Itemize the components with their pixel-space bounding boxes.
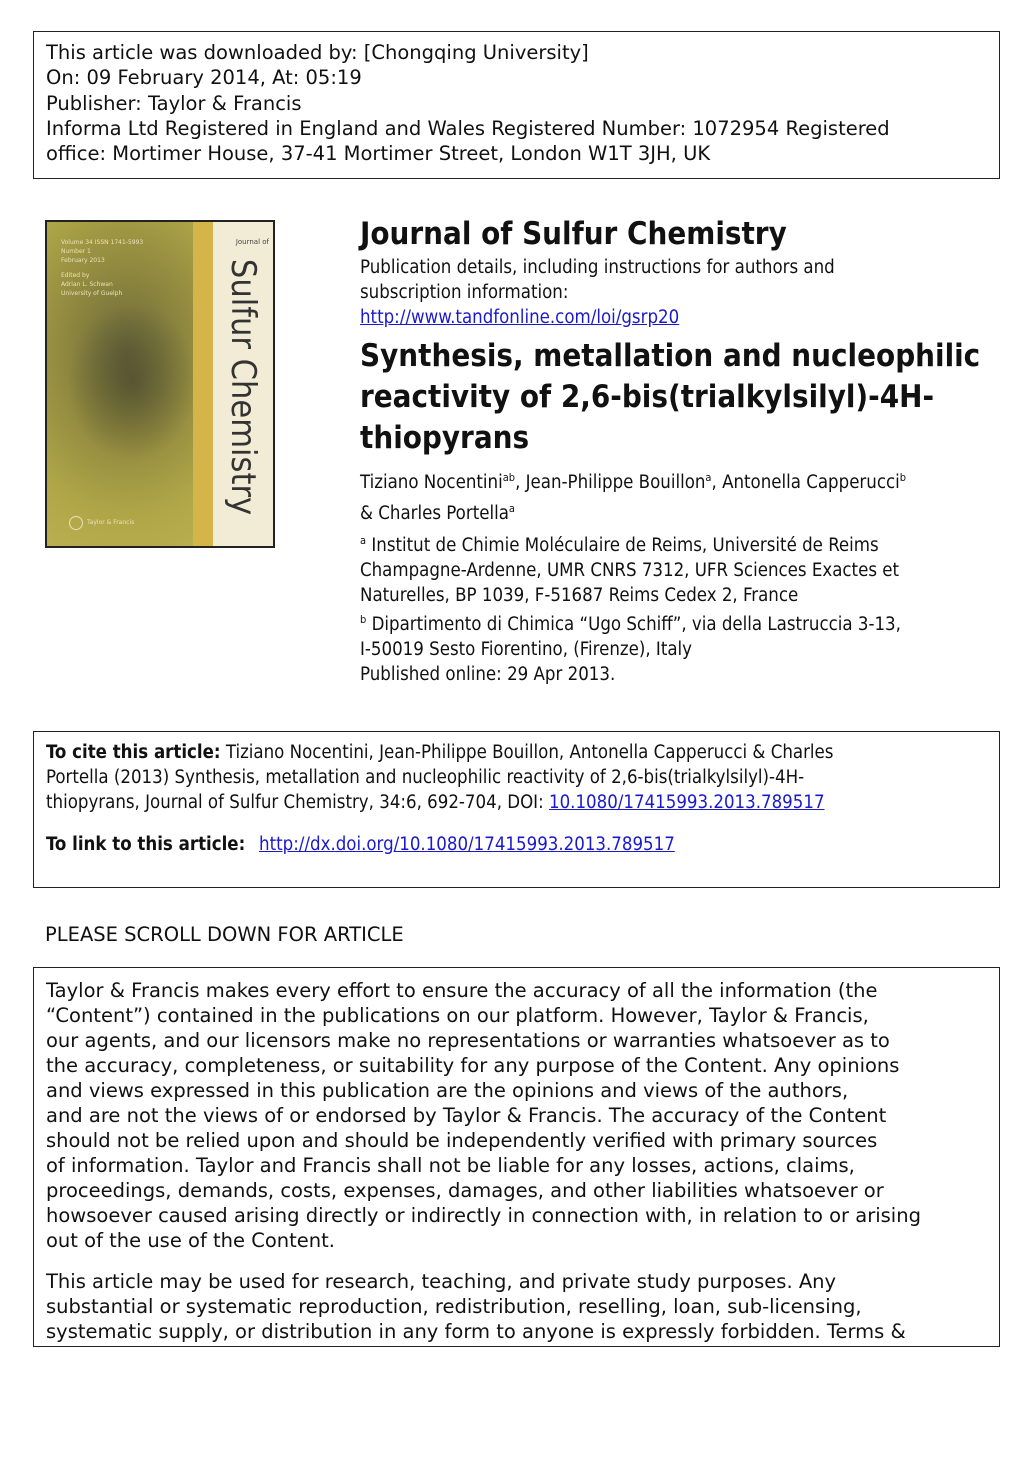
cover-stripe [193,222,213,546]
cover-small-text: Volume 34 ISSN 1741-5993 Number 1 February 2013 Edited by Adrian L. Schwan University of Guelph [61,239,144,297]
author-name: , Jean-Philippe Bouillon [515,472,706,493]
author-name: , Antonella Capperucci [711,472,900,493]
download-notice-box [33,31,1000,179]
author-name: & Charles Portella [360,503,509,524]
article-title: Synthesis, metallation and nucleophilic reactivity of 2,6-bis(trialkylsilyl)-4H- thiopyrans [360,338,981,456]
citation-text: To cite this article: Tiziano Nocentini, Jean-Philippe Bouillon, Antonella Capperucci & Charles Portella (2013) Synthesis, metallation and nucleophilic reactivity of 2,6-bis(trialkylsilyl)-4H- thiopyrans, Journal of Sulfur Chemistry, 34:6, 692-704, DOI: 10.1080/17415993.2013.789517 [46,742,834,813]
article-link-row [46,832,987,857]
citation-box [33,731,1000,888]
article-metadata [360,215,1000,687]
doi-link[interactable]: 10.1080/17415993.2013.789517 [548,792,825,813]
journal-title: Journal of Sulfur Chemistry [360,216,787,252]
published-date: Published online: 29 Apr 2013. [360,664,616,685]
article-doi-url-link[interactable]: http://dx.doi.org/10.1080/17415993.2013.789517 [259,834,675,855]
affiliation-b: $^b$ Dipartimento di Chimica “Ugo Schiff”, via della Lastruccia 3-13, I-50019 Sesto Fiorentino, (Firenze), Italy Published online: 29 Apr 2013. [360,612,1000,687]
link-label: To link to this article: [46,834,252,855]
author-name: Tiziano Nocentini [360,472,503,493]
publisher-line: Publisher: Taylor & Francis [46,91,302,115]
cover-texture [67,302,197,462]
publication-details: Publication details, including instructions for authors and subscription information: http://www.tandfonline.com/loi/gsrp20 [360,257,835,328]
journal-cover-image [45,220,275,548]
download-line: This article was downloaded by: [Chongqing University] [46,41,589,64]
download-date-line: On: 09 February 2014, At: 05:19 [46,66,362,90]
author-list: Tiziano Nocentini$^{ab}$, Jean-Philippe Bouillon$^a$, Antonella Capperucci$^b$ & Charles Portella$^a$ [360,471,907,524]
registration-line: Informa Ltd Registered in England and Wales Registered Number: 1072954 Registered [46,116,890,140]
usage-paragraph: This article may be used for research, teaching, and private study purposes. Any substantial or systematic reproduction, redistribution, reselling, loan, sub-licensing, systematic supply, or distribution in any form to anyone is expressly forbidden. Terms & [46,1270,906,1343]
cite-label: To cite this article: [46,742,221,763]
cover-journal-of-label: Journal of [235,238,269,246]
affiliation-a: $^a$ Institut de Chimie Moléculaire de Reims, Université de Reims Champagne-Ardenne, UMR CNRS 7312, UFR Sciences Exactes et Naturelles, BP 1039, F-51687 Reims Cedex 2, France [360,534,900,606]
journal-url-link[interactable]: http://www.tandfonline.com/loi/gsrp20 [360,307,680,328]
office-line: office: Mortimer House, 37-41 Mortimer Street, London W1T 3JH, UK [46,142,711,166]
scroll-notice: PLEASE SCROLL DOWN FOR ARTICLE [45,923,404,946]
cover-logo-text: Taylor & Francis [87,519,135,526]
disclaimer-paragraph: Taylor & Francis makes every effort to ensure the accuracy of all the information (the “Content”) contained in the publications on our platform. However, Taylor & Francis, our agents, and our licensors make no representations or warranties whatsoever as to the accuracy, completeness, or suitability for any purpose of the Content. Any opinions and views expressed in this publication are the opinions and views of the authors, and are not the views of or endorsed by Taylor & Francis. The accuracy of the Content should not be relied upon and should be independently verified with primary sources of information. Taylor and Francis shall not be liable for any losses, actions, claims, proceedings, demands, costs, expenses, damages, and other liabilities whatsoever or howsoever caused arising directly or indirectly in connection with, in relation to or arising out of the use of the Content. [46,979,921,1252]
cover-title: Sulfur Chemistry [223,258,263,516]
publisher-logo-icon [69,516,83,530]
disclaimer-box [33,967,1000,1347]
